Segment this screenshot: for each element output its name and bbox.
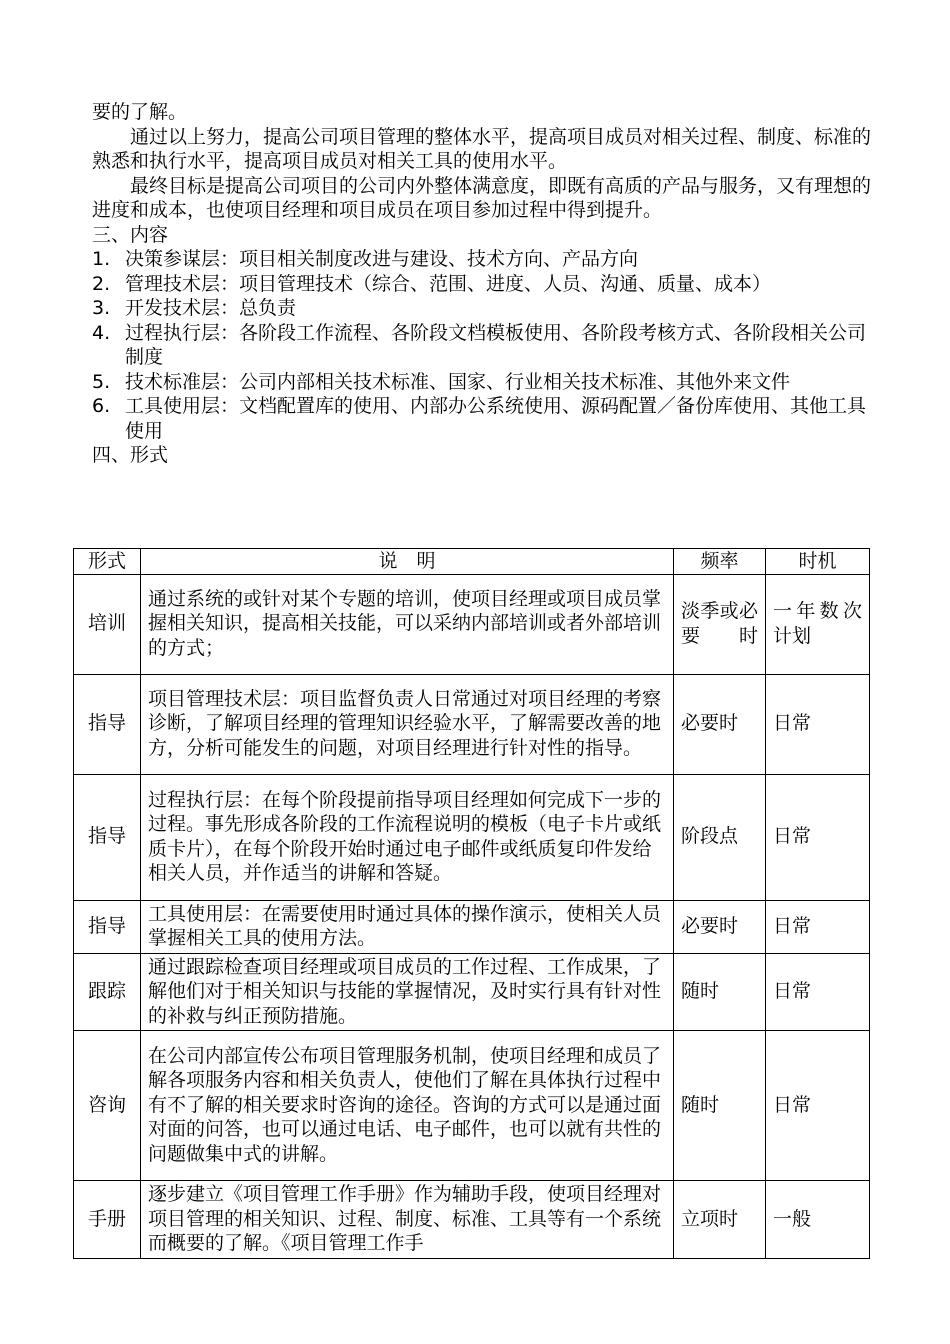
list-item-text: 决策参谋层：项目相关制度改进与建设、技术方向、产品方向 [125, 248, 639, 270]
list-number: 3. [92, 297, 111, 319]
list-number: 6. [92, 395, 111, 417]
section-heading-form: 四、形式 [92, 444, 169, 466]
table-row [74, 1031, 870, 1181]
paragraph-continuation: 要的了解。 [92, 101, 188, 123]
section-heading-content: 三、内容 [92, 223, 169, 246]
cell-frequency-text: 淡季或必要时 [681, 600, 758, 647]
cell-description: 通过跟踪检查项目经理或项目成员的工作过程、工作成果，了解他们对于相关知识与技能的掌握情况，及时实行具有针对性的补救与纠正预防措施。 [141, 953, 674, 1031]
table-row [74, 900, 870, 953]
cell-frequency: 随时 [674, 953, 766, 1031]
list-item [92, 321, 872, 370]
cell-description: 工具使用层：在需要使用时通过具体的操作演示，使相关人员掌握相关工具的使用方法。 [141, 900, 674, 953]
list-item-text: 技术标准层：公司内部相关技术标准、国家、行业相关技术标准、其他外来文件 [125, 370, 791, 393]
cell-description: 过程执行层：在每个阶段提前指导项目经理如何完成下一步的过程。事先形成各阶段的工作流程说明的模板（电子卡片或纸质卡片），在每个阶段开始时通过电子邮件或纸质复印件发给相关人员，并作适当的讲解和答疑。 [141, 774, 674, 900]
list-item [92, 296, 872, 321]
list-item-text: 工具使用层：文档配置库的使用、内部办公系统使用、源码配置／备份库使用、其他工具使用 [125, 395, 867, 442]
table-row [74, 574, 870, 674]
cell-timing: 日常 [766, 1031, 870, 1181]
list-number: 2. [92, 272, 111, 295]
cell-description: 在公司内部宣传公布项目管理服务机制，使项目经理和成员了解各项服务内容和相关负责人，使他们了解在具体执行过程中有不了解的相关要求时咨询的途径。咨询的方式可以是通过面对面的问答，也可以通过电话、电子邮件，也可以就有共性的问题做集中式的讲解。 [141, 1031, 674, 1181]
cell-timing: 日常 [766, 900, 870, 953]
list-number: 4. [92, 321, 111, 344]
cell-timing: 日常 [766, 953, 870, 1031]
list-item [92, 394, 872, 443]
cell-timing [766, 574, 870, 674]
cell-timing: 一般 [766, 1181, 870, 1259]
cell-frequency: 必要时 [674, 674, 766, 774]
list-item-text: 开发技术层：总负责 [125, 297, 297, 319]
cell-timing: 日常 [766, 674, 870, 774]
cell-frequency [674, 574, 766, 674]
header-form: 形式 [74, 549, 141, 575]
cell-form: 指导 [74, 674, 141, 774]
list-item [92, 272, 872, 297]
cell-frequency: 必要时 [674, 900, 766, 953]
cell-form: 跟踪 [74, 953, 141, 1031]
header-timing: 时机 [766, 549, 870, 575]
cell-form: 指导 [74, 900, 141, 953]
cell-description: 逐步建立《项目管理工作手册》作为辅助手段，使项目经理对项目管理的相关知识、过程、制度、标准、工具等有一个系统而概要的了解。《项目管理工作手 [141, 1181, 674, 1259]
paragraph-effort: 通过以上努力，提高公司项目管理的整体水平，提高项目成员对相关过程、制度、标准的熟悉和执行水平，提高项目成员对相关工具的使用水平。 [92, 125, 872, 172]
cell-frequency: 阶段点 [674, 774, 766, 900]
list-item-text: 过程执行层：各阶段工作流程、各阶段文档模板使用、各阶段考核方式、各阶段相关公司制度 [125, 321, 867, 368]
cell-form: 手册 [74, 1181, 141, 1259]
cell-form: 指导 [74, 774, 141, 900]
list-number: 1. [92, 248, 111, 270]
table-row [74, 674, 870, 774]
list-item [92, 370, 872, 395]
header-frequency: 频率 [674, 549, 766, 575]
cell-description: 项目管理技术层：项目监督负责人日常通过对项目经理的考察诊断，了解项目经理的管理知识经验水平，了解需要改善的地方，分析可能发生的问题，对项目经理进行针对性的指导。 [141, 674, 674, 774]
cell-description: 通过系统的或针对某个专题的培训，使项目经理或项目成员掌握相关知识，提高相关技能，可以采纳内部培训或者外部培训的方式； [141, 574, 674, 674]
table-header-row [74, 549, 870, 575]
list-item [92, 247, 872, 272]
form-table [73, 548, 870, 1259]
cell-form: 培训 [74, 574, 141, 674]
cell-frequency: 随时 [674, 1031, 766, 1181]
cell-timing: 日常 [766, 774, 870, 900]
paragraph-goal: 最终目标是提高公司项目的公司内外整体满意度，即既有高质的产品与服务，又有理想的进度和成本，也使项目经理和项目成员在项目参加过程中得到提升。 [92, 174, 872, 221]
document-body [92, 100, 872, 468]
content-list [92, 247, 872, 443]
table-row [74, 953, 870, 1031]
table-row [74, 774, 870, 900]
table-row [74, 1181, 870, 1259]
cell-timing-text: 一年数次计划 [773, 600, 862, 647]
list-item-text: 管理技术层：项目管理技术（综合、范围、进度、人员、沟通、质量、成本） [125, 272, 772, 295]
cell-form: 咨询 [74, 1031, 141, 1181]
cell-frequency: 立项时 [674, 1181, 766, 1259]
header-description: 说 明 [141, 549, 674, 575]
list-number: 5. [92, 370, 111, 393]
